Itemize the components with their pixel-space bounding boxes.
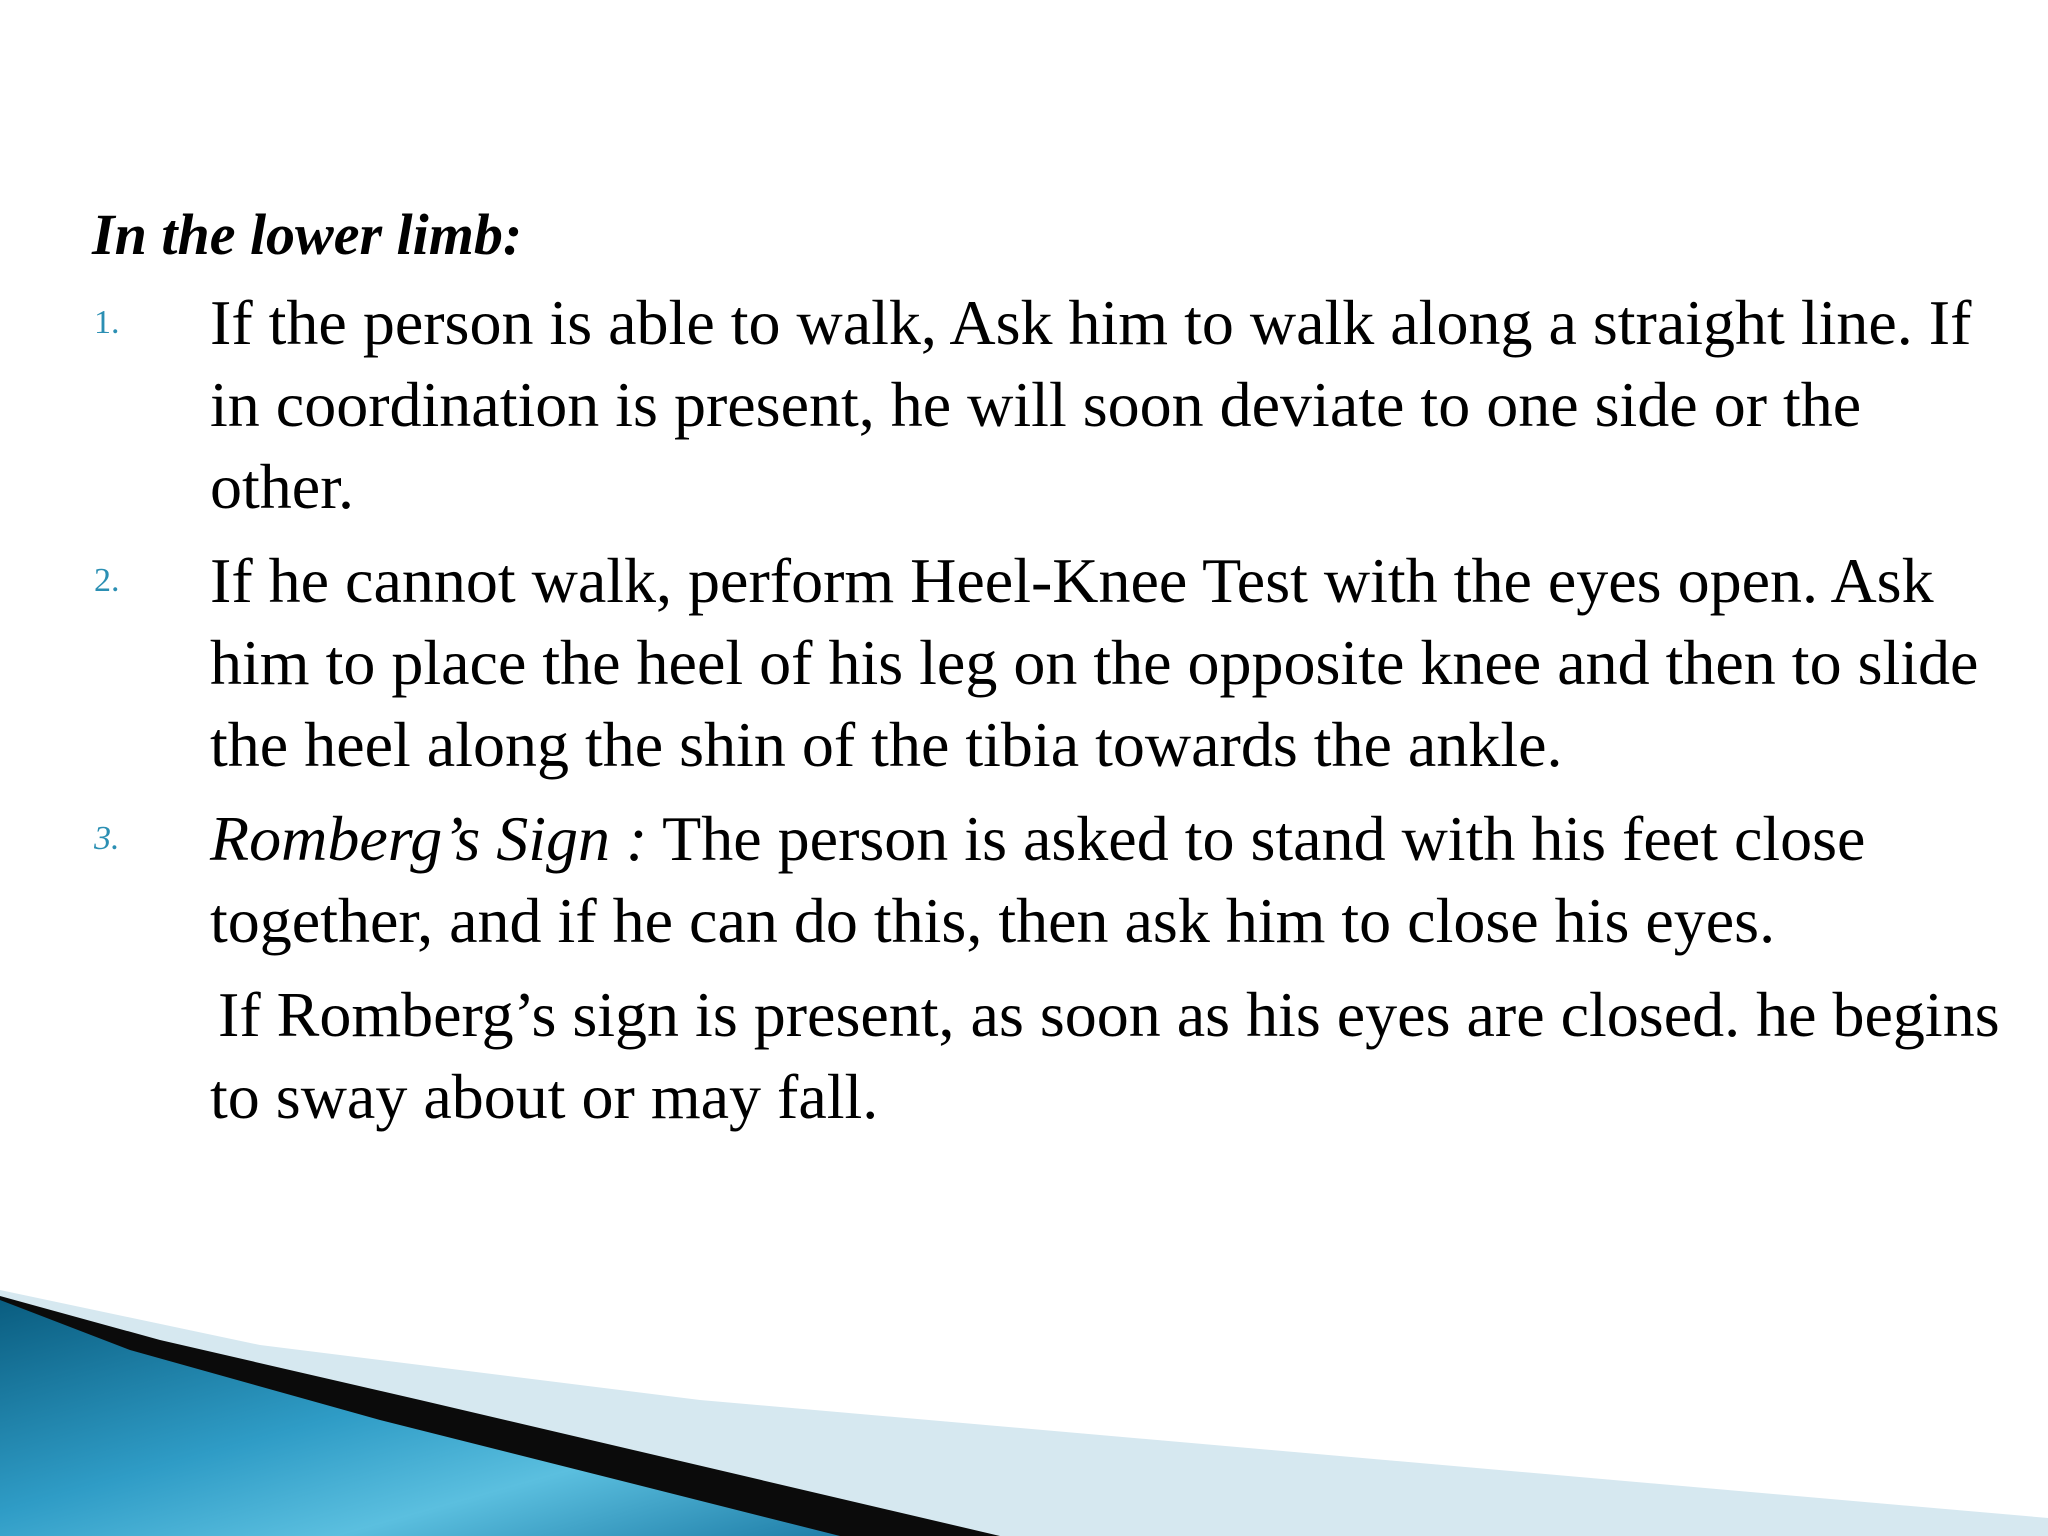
list-item-continuation: If Romberg’s sign is present, as soon as his eyes are closed. he begins to sway about or may fall. (210, 978, 2000, 1132)
list-item-text: The person is asked to stand with his feet close together, and if he can do this, then ask him to close his eyes. (210, 802, 1866, 956)
list-item-number: 1. (94, 303, 120, 341)
list-item-number: 3. (94, 819, 120, 857)
list-item-text: If he cannot walk, perform Heel-Knee Test with the eyes open. Ask him to place the heel of his leg on the opposite knee and then to slide the heel along the shin of the tibia towards the ankle. (210, 544, 1979, 780)
list-item (92, 540, 2012, 786)
list-item-text: If the person is able to walk, Ask him to walk along a straight line. If in coordination is present, he will soon deviate to one side or the other. (210, 286, 1972, 522)
slide-heading: In the lower limb: (92, 202, 523, 267)
slide-content (92, 200, 2012, 1138)
list-item-lead: Romberg’s Sign : (210, 802, 648, 874)
list-item (92, 798, 2012, 962)
list-item-number: 2. (94, 561, 120, 599)
list-item (92, 282, 2012, 528)
